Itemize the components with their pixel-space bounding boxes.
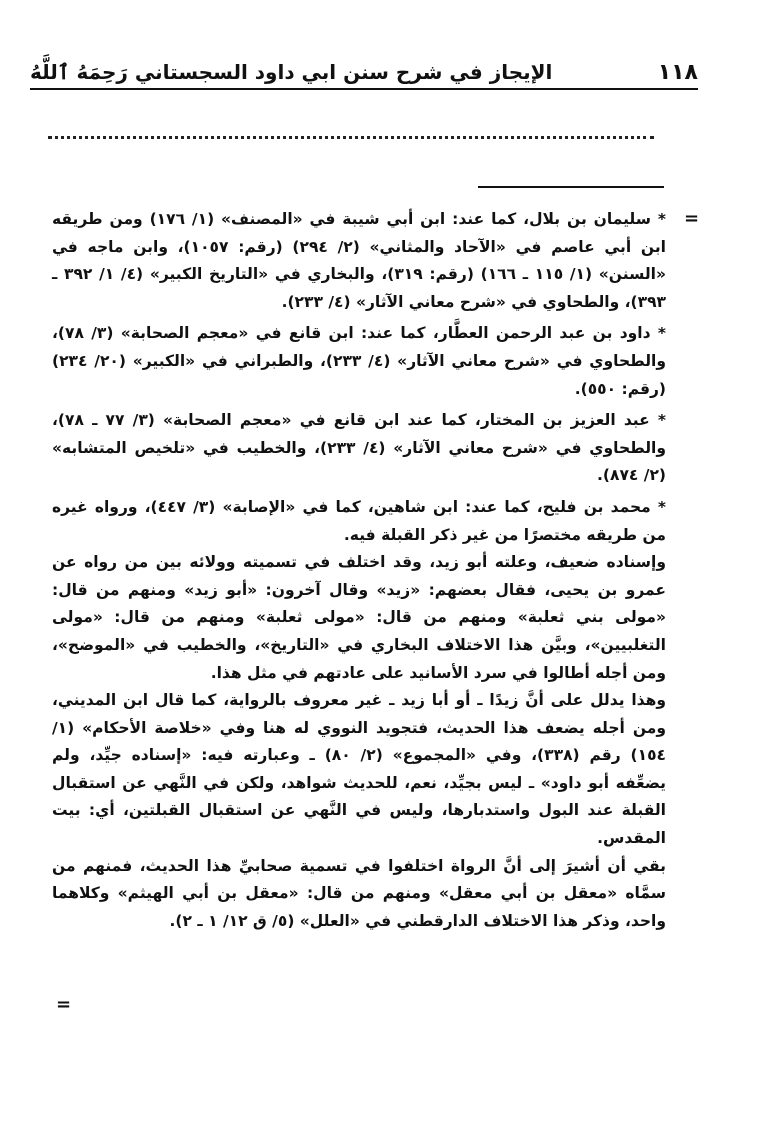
footnote-paragraph: بقي أن أشيرَ إلى أنَّ الرواة اختلفوا في تسمية صحابيِّ هذا الحديث، فمنهم من سمَّاه «معقل بن أبي معقل» ومنهم من قال: «معقل بن أبي الهيثم» وكلاهما واحد، وذكر هذا الاختلاف الدارقطني في «العلل» (٥/ ق ١٢/ ١ ـ ٢). bbox=[52, 856, 666, 930]
footnote-paragraph: * داود بن عبد الرحمن العطَّار، كما عند: ابن قانع في «معجم الصحابة» (٣/ ٧٨)، والطحاوي في «شرح معاني الآثار» (٤/ ٢٣٣)، والطبراني في «الكبير» (٢٠/ ٢٣٤) (رقم: ٥٥٠). bbox=[52, 324, 667, 398]
page-header bbox=[30, 54, 698, 90]
footnote-rule bbox=[478, 186, 664, 188]
dotted-separator bbox=[48, 136, 654, 139]
footnote-paragraph: وإسناده ضعيف، وعلته أبو زيد، وقد اختلف في تسميته وولائه بين من رواه عن عمرو بن يحيى، فقال بعضهم: «زيد» وقال آخرون: «أبو زيد» ومنهم من قال: «مولى بني ثعلبة» ومنهم من قال: «مولى ثعلبة» ومنهم من قال: «مولى التغلبيين»، وبيَّن هذا الاختلاف البخاري في «التاريخ»، والخطيب في «الموضح»، ومن أجله أطالوا في سرد الأسانيد على عادتهم في مثل هذا. bbox=[52, 553, 666, 682]
footnote-text bbox=[52, 206, 666, 935]
footnote-paragraph: وهذا يدلل على أنَّ زيدًا ـ أو أبا زيد ـ غير معروف بالرواية، كما قال ابن المديني، ومن أجله يضعف هذا الحديث، فتجويد النووي له هنا وفي «خلاصة الأحكام» (١/ ١٥٤) رقم (٣٣٨)، وفي «المجموع» (٢/ ٨٠) ـ وعبارته فيه: «إسناده جيِّد، ولم يضعِّفه أبو داود» ـ ليس بجيِّد، نعم، للحديث شواهد، ولكن في النَّهي عن استقبال القبلة عند البول واستدبارها، وليس في النَّهي عن استقبال القبلتين، أي: بيت المقدس. bbox=[52, 691, 667, 848]
running-title: الإيجاز في شرح سنن ابي داود السجستاني رَحِمَهُ ٱللَّهُ bbox=[30, 60, 553, 84]
footnote-paragraph: * محمد بن فليح، كما عند: ابن شاهين، كما في «الإصابة» (٣/ ٤٤٧)، ورواه غيره من طريقه مختصرًا من غير ذكر القبلة فيه. bbox=[52, 497, 666, 544]
header-rule bbox=[30, 88, 698, 90]
continued-from-previous-mark: = bbox=[684, 208, 700, 229]
footnote-paragraph: * عبد العزيز بن المختار، كما عند ابن قانع في «معجم الصحابة» (٣/ ٧٧ ـ ٧٨)، والطحاوي في «شرح معاني الآثار» (٤/ ٢٣٣)، والخطيب في «تلخيص المتشابه» (٢/ ٨٧٤). bbox=[52, 411, 667, 485]
page-number: ١١٨ bbox=[657, 59, 698, 85]
footnote-paragraph: * سليمان بن بلال، كما عند: ابن أبي شيبة في «المصنف» (١/ ١٧٦) ومن طريقه ابن أبي عاصم في «الآحاد والمثاني» (٢/ ٢٩٤) (رقم: ١٠٥٧)، وابن ماجه في «السنن» (١/ ١١٥ ـ ١٦٦) (رقم: ٣١٩)، والبخاري في «التاريخ الكبير» (٤/ ١/ ٣٩٢ ـ ٣٩٣)، والطحاوي في «شرح معاني الآثار» (٤/ ٢٣٣). bbox=[52, 210, 667, 311]
continued-on-next-mark: = bbox=[56, 994, 72, 1015]
